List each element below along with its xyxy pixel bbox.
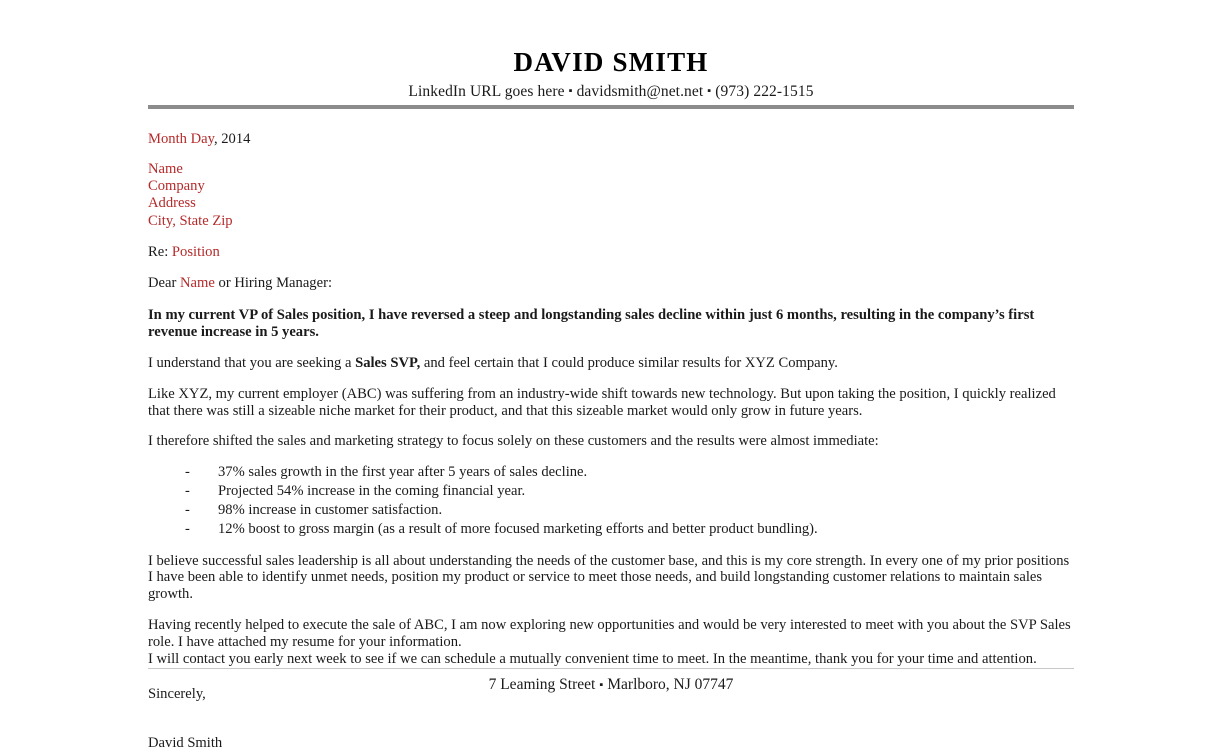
letter-body	[148, 131, 1074, 751]
closing-line: Sincerely,	[148, 686, 206, 703]
recipient-name: Name	[148, 161, 183, 178]
footer-city-state-zip: Marlboro, NJ 07747	[607, 676, 734, 693]
date-line	[148, 131, 1074, 148]
list-item	[148, 464, 1074, 482]
list-item	[148, 483, 1074, 501]
date-year: , 2014	[213, 130, 251, 147]
date-placeholder: Month Day	[148, 130, 214, 147]
footer-separator-icon: ▪	[599, 678, 604, 691]
contact-separator-icon: ▪	[707, 85, 712, 98]
salutation-suffix: or Hiring Manager:	[214, 275, 332, 292]
subject-label: Re:	[148, 243, 172, 260]
letter-content	[148, 0, 1074, 751]
recipient-address: Address	[148, 195, 196, 212]
list-item-text: Projected 54% increase in the coming financial year.	[218, 483, 526, 500]
letterhead	[148, 0, 1074, 109]
lead-paragraph: In my current VP of Sales position, I have reversed a steep and longstanding sales decline within just 6 months, resulting in the company’s first revenue increase in 5 years.	[148, 306, 1035, 340]
paragraph-6-line-1: Having recently helped to execute the sale of ABC, I am now exploring new opportunities and would be very interested to meet with you about the SVP Sales role. I have attached my resume for your information.	[148, 617, 1071, 651]
letterhead-contact-line	[148, 83, 1074, 101]
subject-value: Position	[171, 243, 220, 260]
paragraph-3: Like XYZ, my current employer (ABC) was suffering from an industry-wide shift towards new technology. But upon taking the position, I quickly realized that there was still a sizeable niche market for their product, and that this sizeable market would only grow in future years.	[148, 385, 1056, 419]
bullet-dash-icon: -	[185, 501, 190, 518]
paragraph-2	[148, 355, 1074, 372]
salutation-line	[148, 275, 1074, 292]
salutation-prefix: Dear	[148, 275, 181, 292]
paragraph-6-line-2: I will contact you early next week to see if we can schedule a mutually convenient time to meet. In the meantime, thank you for your time and attention.	[148, 651, 1037, 668]
paragraph-2-before: I understand that you are seeking a	[148, 354, 356, 371]
paragraph-2-after: and feel certain that I could produce similar results for XYZ Company.	[420, 354, 838, 371]
bullet-dash-icon: -	[185, 483, 190, 500]
linkedin-url: LinkedIn URL goes here	[408, 82, 565, 100]
paragraph-2-bold: Sales SVP,	[355, 354, 421, 371]
letterhead-name: DAVID SMITH	[513, 47, 709, 77]
list-item-text: 98% increase in customer satisfaction.	[218, 501, 443, 518]
list-item-text: 37% sales growth in the first year after 5 years of sales decline.	[218, 464, 588, 481]
bullet-dash-icon: -	[185, 520, 190, 537]
phone-number: (973) 222-1515	[715, 82, 814, 100]
contact-separator-icon: ▪	[568, 85, 573, 98]
list-item-text: 12% boost to gross margin (as a result of more focused marketing efforts and better product bundling).	[218, 520, 818, 537]
recipient-company: Company	[148, 178, 205, 195]
subject-line	[148, 244, 1074, 261]
page-footer	[148, 668, 1074, 694]
recipient-city-state-zip: City, State Zip	[148, 212, 233, 229]
achievement-list	[148, 464, 1074, 538]
list-item	[148, 521, 1074, 539]
signature-name: David Smith	[148, 734, 223, 751]
footer-street: 7 Leaming Street	[488, 676, 596, 693]
paragraph-6	[148, 617, 1074, 668]
header-divider	[148, 105, 1074, 109]
salutation-name: Name	[180, 275, 215, 292]
footer-address-line	[148, 676, 1074, 694]
list-item	[148, 502, 1074, 520]
recipient-address-block	[148, 161, 1074, 229]
email-address: davidsmith@net.net	[576, 82, 704, 100]
paragraph-5: I believe successful sales leadership is all about understanding the needs of the customer base, and this is my core strength. In every one of my prior positions I have been able to identify unmet needs, position my product or service to meet those needs, and build longstanding customer relations to maintain sales growth.	[148, 552, 1070, 603]
paragraph-4: I therefore shifted the sales and marketing strategy to focus solely on these customers and the results were almost immediate:	[148, 433, 879, 450]
footer-divider	[148, 668, 1074, 669]
bullet-dash-icon: -	[185, 464, 190, 481]
